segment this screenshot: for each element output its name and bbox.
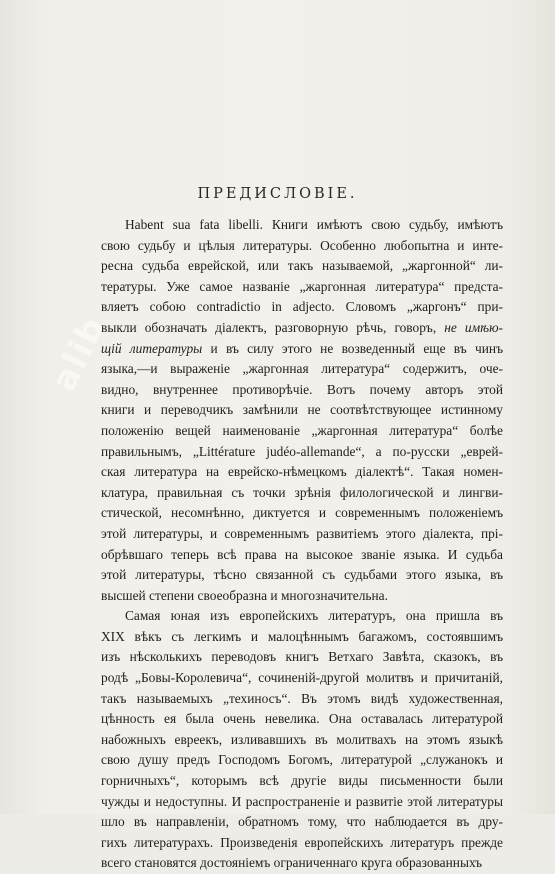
text-line: высшей степени своеобразна и многозначительна.	[101, 587, 388, 603]
text-line: Самая юная изъ европейскихъ литературъ, она пришла въ	[125, 608, 503, 624]
page-heading: ПРЕДИСЛОВIЕ.	[197, 186, 358, 202]
text-line: этой литературы, и современнымъ развитiемъ этого дiалекта, прi-	[101, 525, 503, 541]
text-line: вляетъ собою contradictio in adjecto. Словомъ „жаргонъ“ при-	[101, 299, 503, 315]
text-line: ская литература на еврейско-нѣмецкомъ дiалектѣ“. Такая номен-	[101, 464, 503, 480]
text-line: такъ называемыхъ „техиносъ“. Въ этомъ видѣ художественная,	[101, 690, 503, 706]
text-line: свою душу предъ Господомъ Богомъ, литературой „служанокъ и	[101, 752, 503, 768]
text-line: щiй литературы и въ силу этого не возведенный еще въ чинъ	[101, 340, 503, 356]
text-line: изъ нѣсколькихъ переводовъ книгъ Ветхаго Завѣта, сказокъ, въ	[101, 649, 503, 665]
text-line: всего становятся достоянiемъ ограниченнаго круга образованныхъ	[101, 855, 483, 871]
text-line: родѣ „Бовы-Королевича“, сочиненiй-другой молитвъ и причитанiй,	[101, 670, 503, 686]
text-line: книги и переводчикъ замѣнили не соотвѣтствующее истинному	[101, 402, 503, 418]
text-line: этой литературы, тѣсно связанной съ судьбами этого языка, въ	[101, 567, 503, 583]
text-line: горничныхъ“, которымъ всѣ другiе виды письменности были	[101, 773, 503, 789]
text-line: чужды и недоступны. И распространенiе и развитiе этой литературы	[101, 793, 503, 809]
text-line: XIX вѣкъ съ легкимъ и малоцѣннымъ багажомъ, состоявшимъ	[101, 628, 503, 644]
text-line: тературы. Уже самое названiе „жаргонная литература“ предста-	[101, 278, 503, 294]
text-line: свою судьбу и цѣлыя литературы. Особенно любопытна и инте-	[101, 237, 503, 253]
text-line: положенiю вещей наименованiе „жаргонная литература“ болѣе	[101, 422, 503, 438]
text-line: видно, внутреннее противорѣчiе. Вотъ почему авторъ этой	[101, 381, 503, 397]
text-line: цѣнность ея была очень невелика. Она оставалась литературой	[101, 711, 503, 727]
text-line: выкли обозначать дiалектъ, разговорную рѣчь, говоръ, не имѣю-	[101, 319, 503, 335]
text-line: гихъ литературахъ. Произведенiя европейскихъ литературъ прежде	[101, 834, 503, 850]
body-text	[101, 215, 503, 874]
text-line: стической, несомнѣнно, диктуется и современнымъ положенiемъ	[101, 505, 503, 521]
text-line: языка,—и выраженiе „жаргонная литература“ содержитъ, оче-	[101, 361, 503, 377]
text-line: Habent sua fata libelli. Книги имѣютъ свою судьбу, имѣютъ	[125, 217, 503, 232]
text-line: шло въ направленiи, обратномъ тому, что наблюдается въ дру-	[101, 814, 503, 830]
watermark: alib	[44, 309, 115, 398]
text-line: набожныхъ евреекъ, изливавшихъ въ молитвахъ на этомъ языкѣ	[101, 731, 503, 747]
text-line: обрѣвшаго теперь всѣ права на высокое званiе языка. И судьба	[101, 546, 503, 562]
text-line: клатура, правильная съ точки зрѣнiя филологической и лингви-	[101, 484, 503, 500]
text-line: ресна судьба еврейской, или такъ называемой, „жаргонной“ ли-	[101, 258, 503, 274]
text-line: правильнымъ, „Littérature judéo-allemande“, а по-русски „еврей-	[101, 443, 503, 459]
